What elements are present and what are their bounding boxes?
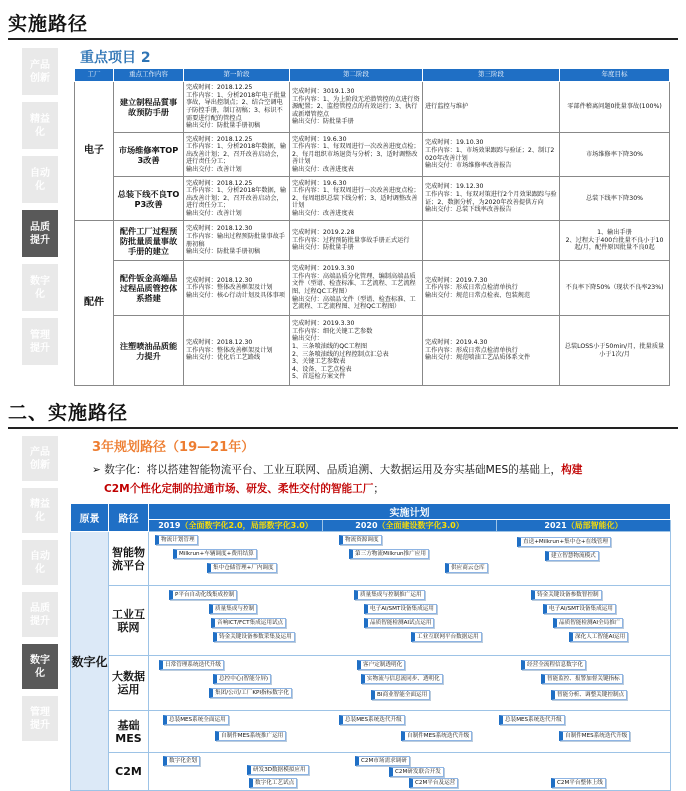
plan-item: 音响ICT/FCT集成运用试点 bbox=[211, 618, 286, 628]
header-origin: 原景 bbox=[71, 504, 109, 532]
intro-line bbox=[92, 462, 672, 477]
plan-item: 自制件MES系统迭代升级 bbox=[559, 731, 630, 741]
intro-highlight: C2M个性化定制的拉通市场、研发、柔性交付的智能工厂 bbox=[104, 483, 374, 495]
task-cell: 总装下线不良TOP3改善 bbox=[114, 177, 184, 221]
plan-item: 经营全流程信息数字化 bbox=[521, 660, 586, 670]
year-header: 2019（全面数字化2.0，局部数字化3.0） bbox=[149, 520, 323, 532]
task-cell: 配件钣金高端品过程品质管控体系搭建 bbox=[114, 261, 184, 316]
plan-item: C2M平台及运营 bbox=[409, 778, 458, 788]
plan-item: 物流资源调度 bbox=[339, 535, 382, 545]
category-cell: 智能物流平台 bbox=[109, 532, 149, 586]
plan-item: 品质智能检测AI试点运用 bbox=[364, 618, 434, 628]
stage-cell: 完成时间：2019.3.30 工作内容：细化关键工艺参数 输出交付： 1、三条喷油线的QC工程图 2、三条喷油线的过程控制点汇总表 3、关键工艺参数表 4、设备、工艺点检表 5、首巡检方案文件 bbox=[290, 316, 423, 386]
target-cell: 1、输出手册 2、过程大于400台批量不良小于10起/月，配件原因批量不良0起 bbox=[560, 221, 670, 261]
plan-item: 研发3D数据模拟应用 bbox=[247, 765, 309, 775]
table-row bbox=[75, 261, 670, 316]
plan-item: 品质智能检测AI全局推广 bbox=[553, 618, 623, 628]
timeline-cell bbox=[149, 711, 671, 753]
plan-item: C2M研发联合开发 bbox=[389, 767, 444, 777]
plan-item: 自制件MES系统迭代升级 bbox=[401, 731, 472, 741]
sidebar-item[interactable]: 管理提升 bbox=[22, 696, 58, 741]
target-cell: 市场维修率下降30% bbox=[560, 133, 670, 177]
task-cell: 注塑喷油品质能力提升 bbox=[114, 316, 184, 386]
plan-item: 直送+Milkrun+集中仓+在线管理 bbox=[517, 537, 611, 547]
col-header: 第一阶段 bbox=[184, 69, 290, 82]
table-row bbox=[75, 82, 670, 133]
plan-item: 总装MES系统全面运用 bbox=[163, 715, 229, 725]
plan-item: 第三方物流Milkrun推广应用 bbox=[349, 549, 429, 559]
sidebar-item[interactable]: 自动化 bbox=[22, 540, 58, 585]
plan-item: 工业互联网平台数据运用 bbox=[411, 632, 482, 642]
stage-cell: 完成时间：3019.1.30 工作内容：1、为上阶段无逆潜管控的点进行资源配置；2、监控管控点的有效运行；3、执行或新增管控点 输出交付：防批量手册 bbox=[290, 82, 423, 133]
plan-item: 集团/公司/工厂KPI指标数字化 bbox=[209, 688, 292, 698]
table-row bbox=[75, 221, 670, 261]
target-cell: 总装下线率下降30% bbox=[560, 177, 670, 221]
header-plan: 实施计划 bbox=[149, 504, 671, 520]
plan-item: 智能监控、报警加督关键指标 bbox=[541, 674, 623, 684]
year-header: 2021（局部智能化） bbox=[497, 520, 671, 532]
sidebar-item[interactable]: 精益化 bbox=[22, 102, 58, 149]
plan-item: 质量集成与控制 bbox=[209, 604, 257, 614]
plan-item: BI商业智能全面运用 bbox=[371, 690, 430, 700]
category-cell: 基础MES bbox=[109, 711, 149, 753]
stage-cell: 完成时间：2018.12.30 工作内容：输出过程预防批量事故手册初稿 输出交付：防批量手册初稿 bbox=[184, 221, 290, 261]
stage-cell: 完成时间：19.10.30 工作内容：1、市场效果跟踪与验证；2、制订2020年改善计划 输出交付：市场维修率改善报告 bbox=[423, 133, 560, 177]
col-header: 年度目标 bbox=[560, 69, 670, 82]
stage-cell: 完成时间：2018.12.25 工作内容：1、分析2018年数据，输出改善计划；2、召开改善启动会，进行责任分工； 输出交付：改善计划 bbox=[184, 177, 290, 221]
task-cell: 市场维修率TOP3改善 bbox=[114, 133, 184, 177]
sidebar-item[interactable]: 管理提升 bbox=[22, 318, 58, 365]
factory-cell: 配件 bbox=[75, 221, 114, 386]
plan-item: C2M平台整体上线 bbox=[551, 778, 606, 788]
title-divider bbox=[8, 38, 678, 40]
target-cell: 不良率下降50%（现状不良率23%) bbox=[560, 261, 670, 316]
plan-item: 质量集成与控制推广运用 bbox=[354, 590, 425, 600]
plan-item: 集中仓储管理+厂内调度 bbox=[207, 563, 277, 573]
sidebar-item[interactable]: 产品创新 bbox=[22, 48, 58, 95]
page-title: 实施路径 bbox=[8, 13, 89, 35]
stage-cell: 完成时间：2018.12.30 工作内容：整体改善框架及计划 输出交付：优化后工艺路线 bbox=[184, 316, 290, 386]
plan-item: 电子AI/SMT设备集成运用 bbox=[543, 604, 616, 614]
sidebar-item-active[interactable]: 品质提升 bbox=[22, 210, 58, 257]
plan-subtitle: 3年规划路径（19—21年） bbox=[92, 440, 255, 455]
domain-cell: 数字化 bbox=[71, 532, 109, 791]
sidebar-item[interactable]: 自动化 bbox=[22, 156, 58, 203]
task-cell: 建立制程品質事故预防手册 bbox=[114, 82, 184, 133]
plan-item: 供应商云仓库 bbox=[445, 563, 488, 573]
sidebar-top bbox=[22, 48, 58, 372]
plan-item: C2M市场需求调研 bbox=[355, 756, 410, 766]
sidebar-item[interactable]: 产品创新 bbox=[22, 436, 58, 481]
intro-text: ； bbox=[373, 483, 384, 495]
plan-table bbox=[70, 503, 671, 791]
stage-cell: 完成时间：19.12.30 工作内容：1、每双对策进行2个月效果跟踪与验证；2、数据分析，为2020年改善提供方向 输出交付：总装下线率改善报告 bbox=[423, 177, 560, 221]
category-cell: 大数据运用 bbox=[109, 656, 149, 711]
plan-item: 建立智慧物流模式 bbox=[545, 551, 599, 561]
section-title: 二、实施路径 bbox=[8, 402, 129, 424]
plan-item: Milkrun+车辆调度+费用结算 bbox=[173, 549, 257, 559]
year-header: 2020（全面建设数字化3.0） bbox=[323, 520, 497, 532]
plan-item: 总装MES系统迭代升级 bbox=[339, 715, 405, 725]
stage-cell: 进行监控与维护 bbox=[423, 82, 560, 133]
factory-cell: 电子 bbox=[75, 82, 114, 221]
section-divider bbox=[8, 427, 678, 429]
plan-item: 日常管理系统迭代升级 bbox=[159, 660, 224, 670]
stage-cell: 完成时间：2019.2.28 工作内容：过程预防批量事故手册正式运行 输出交付：防批量手册 bbox=[290, 221, 423, 261]
plan-item: 电子AI/SMT设备集成运用 bbox=[364, 604, 437, 614]
intro-text: ➢ 数字化：将以搭建智能物流平台、工业互联网、品质追溯、大数据运用及夯实基础MES的基础上， bbox=[92, 464, 562, 476]
table-row bbox=[75, 177, 670, 221]
sidebar-item[interactable]: 精益化 bbox=[22, 488, 58, 533]
timeline-cell bbox=[149, 753, 671, 791]
plan-item: 客户定制透明化 bbox=[357, 660, 405, 670]
table-row bbox=[75, 133, 670, 177]
stage-cell: 完成时间：19.6.30 工作内容：1、每双周进行一次改善进度点检；2、每月组织市场退货与分析；3、适时调整改善计划 输出交付：改善进度表 bbox=[290, 133, 423, 177]
timeline-cell bbox=[149, 586, 671, 656]
stage-cell: 完成时间：2019.3.30 工作内容：高端品质分化管理、编制高端品质文件（型谱、检查标准、工艺流程、工艺流程图、过程QC工程图） 输出交付：高端品文件（型谱、检查标准、工艺流程、工艺流程图、过程QC工程图） bbox=[290, 261, 423, 316]
col-header: 工厂 bbox=[75, 69, 114, 82]
plan-item: 数字化企划 bbox=[163, 756, 200, 766]
category-cell: C2M bbox=[109, 753, 149, 791]
intro-line-2 bbox=[104, 481, 384, 496]
target-cell: 总装LOSS小于50min/月，批量质量小于1次/月 bbox=[560, 316, 670, 386]
plan-item: 数字化工艺试点 bbox=[249, 778, 297, 788]
header-path: 路径 bbox=[109, 504, 149, 532]
timeline-cell bbox=[149, 656, 671, 711]
intro-highlight: 构建 bbox=[561, 464, 583, 476]
target-cell: 零部件稽离问题0批量事故(100%) bbox=[560, 82, 670, 133]
task-cell: 配件工厂过程预防批量质量事故手册的建立 bbox=[114, 221, 184, 261]
col-header: 第二阶段 bbox=[290, 69, 423, 82]
sidebar-item[interactable]: 数字化 bbox=[22, 264, 58, 311]
project-table bbox=[74, 68, 670, 386]
stage-cell bbox=[423, 221, 560, 261]
col-header: 第三阶段 bbox=[423, 69, 560, 82]
plan-item: 自制件MES系统推广运用 bbox=[215, 731, 286, 741]
stage-cell: 完成时间：19.6.30 工作内容：1、每双周进行一次改善进度点检；2、每周组织总装下线分析；3、适时调整改善计划 输出交付：改善进度表 bbox=[290, 177, 423, 221]
stage-cell: 完成时间：2018.12.25 工作内容：1、分析2018年电子批量事故，导出控制点；2、结合空调电子防控手册，制订初稿；3、标识不需要进行配的管控点 输出交付：防批量手册初稿 bbox=[184, 82, 290, 133]
timeline-cell bbox=[149, 532, 671, 586]
table-row bbox=[75, 316, 670, 386]
sidebar-item-active[interactable]: 数字化 bbox=[22, 644, 58, 689]
plan-item: P平台自动化线集成控制 bbox=[169, 590, 237, 600]
stage-cell: 完成时间：2019.7.30 工作内容：形成日常点检清单执行 输出交付：规范日常点检表、包装规范 bbox=[423, 261, 560, 316]
plan-item: 总控中心(智能分屏) bbox=[213, 674, 271, 684]
sidebar-item[interactable]: 品质提升 bbox=[22, 592, 58, 637]
plan-item: 深化人工智能AI运用 bbox=[569, 632, 628, 642]
plan-item: 物流计划管理 bbox=[155, 535, 198, 545]
plan-item: 铸金关键设备参数采集及运用 bbox=[213, 632, 295, 642]
plan-item: 实物流与信息流同步、透明化 bbox=[361, 674, 443, 684]
plan-item: 智能分析、调整关键控制点 bbox=[551, 690, 627, 700]
sidebar-bottom bbox=[22, 436, 58, 748]
col-header: 重点工作内容 bbox=[114, 69, 184, 82]
category-cell: 工业互联网 bbox=[109, 586, 149, 656]
plan-item: 铸金关键设备参数智控制 bbox=[531, 590, 602, 600]
stage-cell: 完成时间：2018.12.30 工作内容：整体改善框架及计划 输出交付：核心行动计划及具体事项 bbox=[184, 261, 290, 316]
section-subtitle: 重点项目 2 bbox=[80, 50, 151, 66]
stage-cell: 完成时间：2019.4.30 工作内容：形成日常点检清单执行 输出交付：规范喷油工艺品质体系文件 bbox=[423, 316, 560, 386]
plan-item: 总装MES系统迭代升级 bbox=[499, 715, 565, 725]
stage-cell: 完成时间：2018.12.25 工作内容：1、分析2018年数据，输出改善计划；2、召开改善启动会，进行责任分工； 输出交付：改善计划 bbox=[184, 133, 290, 177]
